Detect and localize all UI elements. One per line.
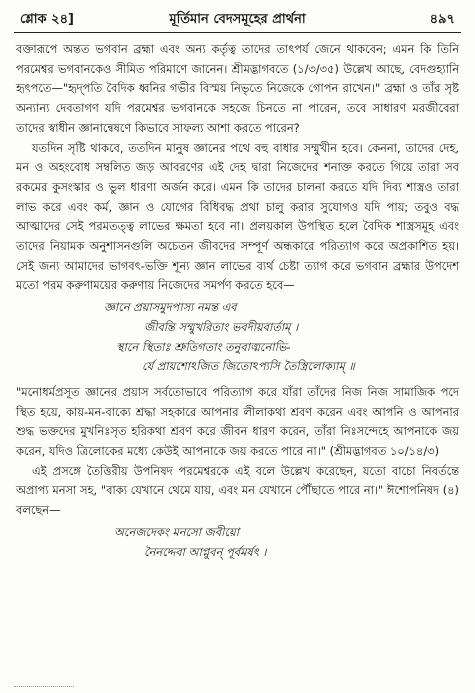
verse-line: র্যে প্রায়শোঽজিত জিতোঽপ্যসি তৈস্ত্রিলোক্যাম্ ॥ xyxy=(142,359,355,374)
paragraph: এই প্রসঙ্গে তৈত্তিরীয় উপনিষদ পরমেশ্বরকে এই বলে উল্লেখ করেছেন, যতো বাচো নিবর্তন্তে অপ্রাপ্য মনসা সহ, "বাক্য যেখানে থেমে যায়, এবং মন যেখানে পৌঁছাতে পারে না।" ঈশোপনিষদ (৪) বলছেন— xyxy=(16,463,459,518)
sanskrit-verse xyxy=(16,523,459,562)
verse-reference: শ্লোক ২৪] xyxy=(20,12,74,27)
translation-paragraph: "মনোধর্মপ্রসূত জ্ঞানের প্রয়াস সর্বতোভাবে পরিত্যাগ করে যাঁরা তাঁদের নিজ নিজ সামাজিক পদে স্থিত হয়ে, কায়-মন-বাক্যে শ্রদ্ধা সহকারে আপনার লীলাকথা শ্রবণ করেন এবং আপনি ও আপনার শুদ্ধ ভক্তদের মুখনিঃসৃত হরিকথা শ্রবণ করে জীবন ধারণ করেন, তাঁরা নিঃসন্দেহে আপনাকে জয় করেন, যদিও ত্রিলোকের মধ্যে কেউই আপনাকে জয় করতে পারে না।" (শ্রীমদ্ভাগবত ১০/১৪/৩) xyxy=(16,384,459,459)
sanskrit-verse xyxy=(16,298,459,377)
verse-line: জ্ঞানে প্রয়াসমুদপাস্য নমন্ত এব xyxy=(104,300,237,315)
header-rule xyxy=(14,32,461,33)
verse-line: স্থানে স্থিতাঃ শ্রুতিগতাং তনুবাঙ্মনোভি- xyxy=(116,339,291,354)
verse-line: জীবন্তি সম্মুখরিতাং ভবদীয়বার্তাম্ । xyxy=(144,319,299,334)
verse-line: অনেজদেকং মনসো জবীয়ো xyxy=(114,524,240,539)
paragraph: বক্তারূপে অন্তত ভগবান ব্রহ্মা এবং অন্য কর্তৃত্ব তাদের তাৎপর্য জেনে থাকবেন; এমন কি তিনি পরমেশ্বর ভগবানকেও সীমিত পরিমাণে জানেন। শ্রীমদ্ভাগবতে (১/৩/৩৫) উল্লেখ আছে, বেদগুহ্যানি হৃৎপতে—"হৃদ্পতি বৈদিক ধ্বনির গভীর বিস্ময় নিভৃতে নিজেকে গোপন রাখেন।" ব্রহ্মা ও তাঁর সৃষ্ট অন্যান্য দেবতাগণ যদি পরমেশ্বর ভগবানকে সহজে চিনতে না পারেন, তবে সাধারণ মরজীবেরা তাদের স্বাধীন জ্ঞানান্বেষণে কিভাবে সাফল্য আশা করতে পারেন? xyxy=(16,42,459,135)
footnote-divider xyxy=(14,686,74,687)
page-body xyxy=(16,40,459,568)
page-header xyxy=(20,8,455,30)
chapter-title: মূর্তিমান বেদসমূহের প্রার্থনা xyxy=(169,12,306,27)
verse-line: নৈনদ্দেবা আপ্নুবন্ পূর্বমর্ষৎ । xyxy=(144,544,267,559)
paragraph: যতদিন সৃষ্টি থাকবে, ততদিন মানুষ জ্ঞানের পথে বহু বাধার সম্মুখীন হবে। কেননা, তাদের দেহ, মন ও অহংবোধ সম্বলিত জড় আবরণের এই দেহ দ্বারা নিজেদের শনাক্ত করতে গিয়ে তারা সব রকমের কুসংস্কার ও ভুল ধারণা অর্জন করে। এমন কি তাদের চালনা করতে যদি দিব্য শাস্ত্রও তারা লাভ করে এবং কর্ম, জ্ঞান ও যোগের বিধিবদ্ধ প্রথা চালু করার সুযোগও যদি পায়; তবুও বদ্ধ আত্মাদের সেই পরমতত্ত্ব লাভের ক্ষমতা হবে না। প্রলয়কাল উপস্থিত হলে বৈদিক শাস্ত্রসমূহ এবং তাদের নিয়ামক অনুশাসনগুলি অচেতন জীবদের সম্পূর্ণ অন্ধকারে পরিত্যাগ করে অপ্রকাশিত হয়। সেই জন্য আমাদের ভাগবৎ-ভক্তি শূন্য জ্ঞান লাভের ব্যর্থ চেষ্টা ত্যাগ করে ভগবান ব্রহ্মার উপদেশ মতো পরম করুণাময়ের করুণায় নিজেদের সমর্পণ করতে হবে— xyxy=(16,140,459,293)
page-number: ৪৯৭ xyxy=(429,12,455,27)
